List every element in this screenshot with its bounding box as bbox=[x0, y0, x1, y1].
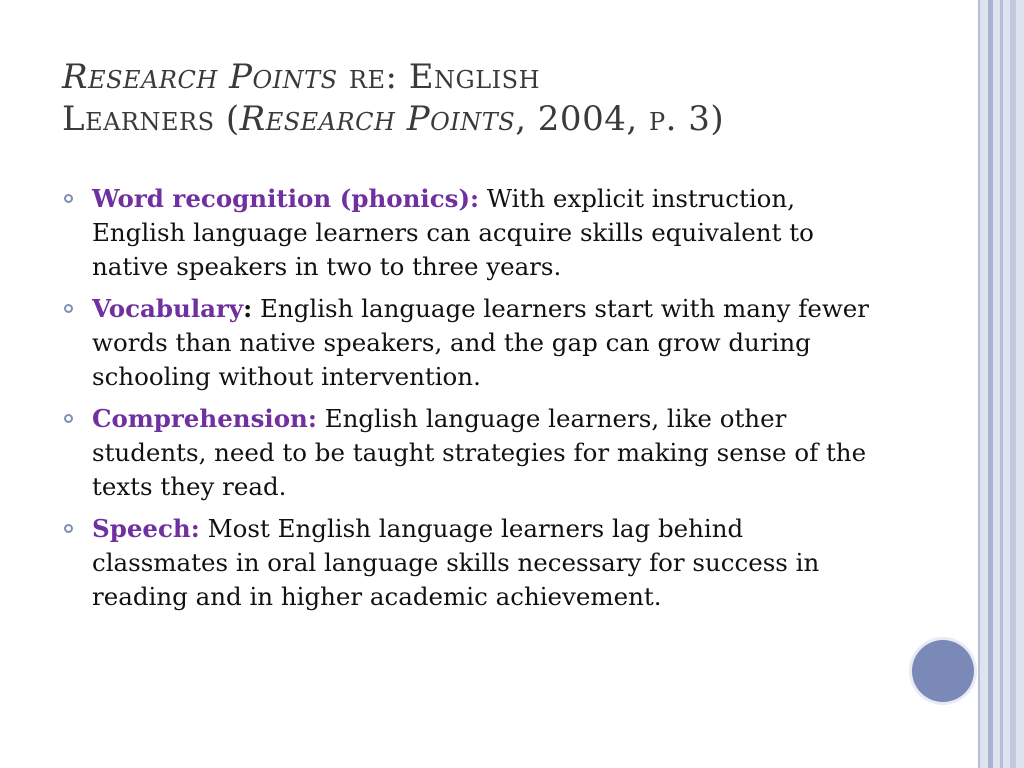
bullet-text: Most English language learners lag behind classmates in oral language skills necessary for success in reading and in higher academic achievement. bbox=[92, 514, 820, 611]
bullet-comprehension bbox=[58, 402, 878, 504]
title-end-2: , 2004, p. 3) bbox=[515, 99, 725, 139]
rail-line bbox=[1000, 0, 1003, 768]
title-rest-1: re: English bbox=[337, 57, 541, 97]
decorative-circle-icon bbox=[912, 640, 974, 702]
bullet-term: Speech: bbox=[92, 514, 200, 543]
bullet-text: English language learners, like other students, need to be taught strategies for making sense of the texts they read. bbox=[92, 404, 867, 501]
bullet-colon: : bbox=[243, 294, 253, 323]
slide-title bbox=[62, 56, 942, 140]
bullet-term: Comprehension: bbox=[92, 404, 317, 433]
title-line-2 bbox=[62, 98, 942, 140]
rail-line bbox=[1010, 0, 1016, 768]
bullet-text: With explicit instruction, English language learners can acquire skills equivalent to native speakers in two to three years. bbox=[92, 184, 814, 281]
bullet-circle-icon bbox=[64, 194, 73, 203]
rail-line bbox=[988, 0, 993, 768]
bullet-term: Word recognition (phonics): bbox=[92, 184, 480, 213]
bullet-list bbox=[58, 182, 878, 622]
title-italic-1: Research Points bbox=[62, 57, 338, 97]
bullet-word-recognition bbox=[58, 182, 878, 284]
bullet-speech bbox=[58, 512, 878, 614]
title-line-1 bbox=[62, 56, 942, 98]
bullet-vocabulary bbox=[58, 292, 878, 394]
bullet-circle-icon bbox=[64, 524, 73, 533]
bullet-circle-icon bbox=[64, 304, 73, 313]
rail-line bbox=[978, 0, 980, 768]
title-italic-2: Research Points bbox=[239, 99, 516, 139]
title-start-2: Learners ( bbox=[62, 99, 240, 139]
bullet-term: Vocabulary bbox=[92, 294, 244, 323]
bullet-text: English language learners start with many fewer words than native speakers, and the gap can grow during schooling without intervention. bbox=[92, 294, 870, 391]
bullet-circle-icon bbox=[64, 414, 73, 423]
